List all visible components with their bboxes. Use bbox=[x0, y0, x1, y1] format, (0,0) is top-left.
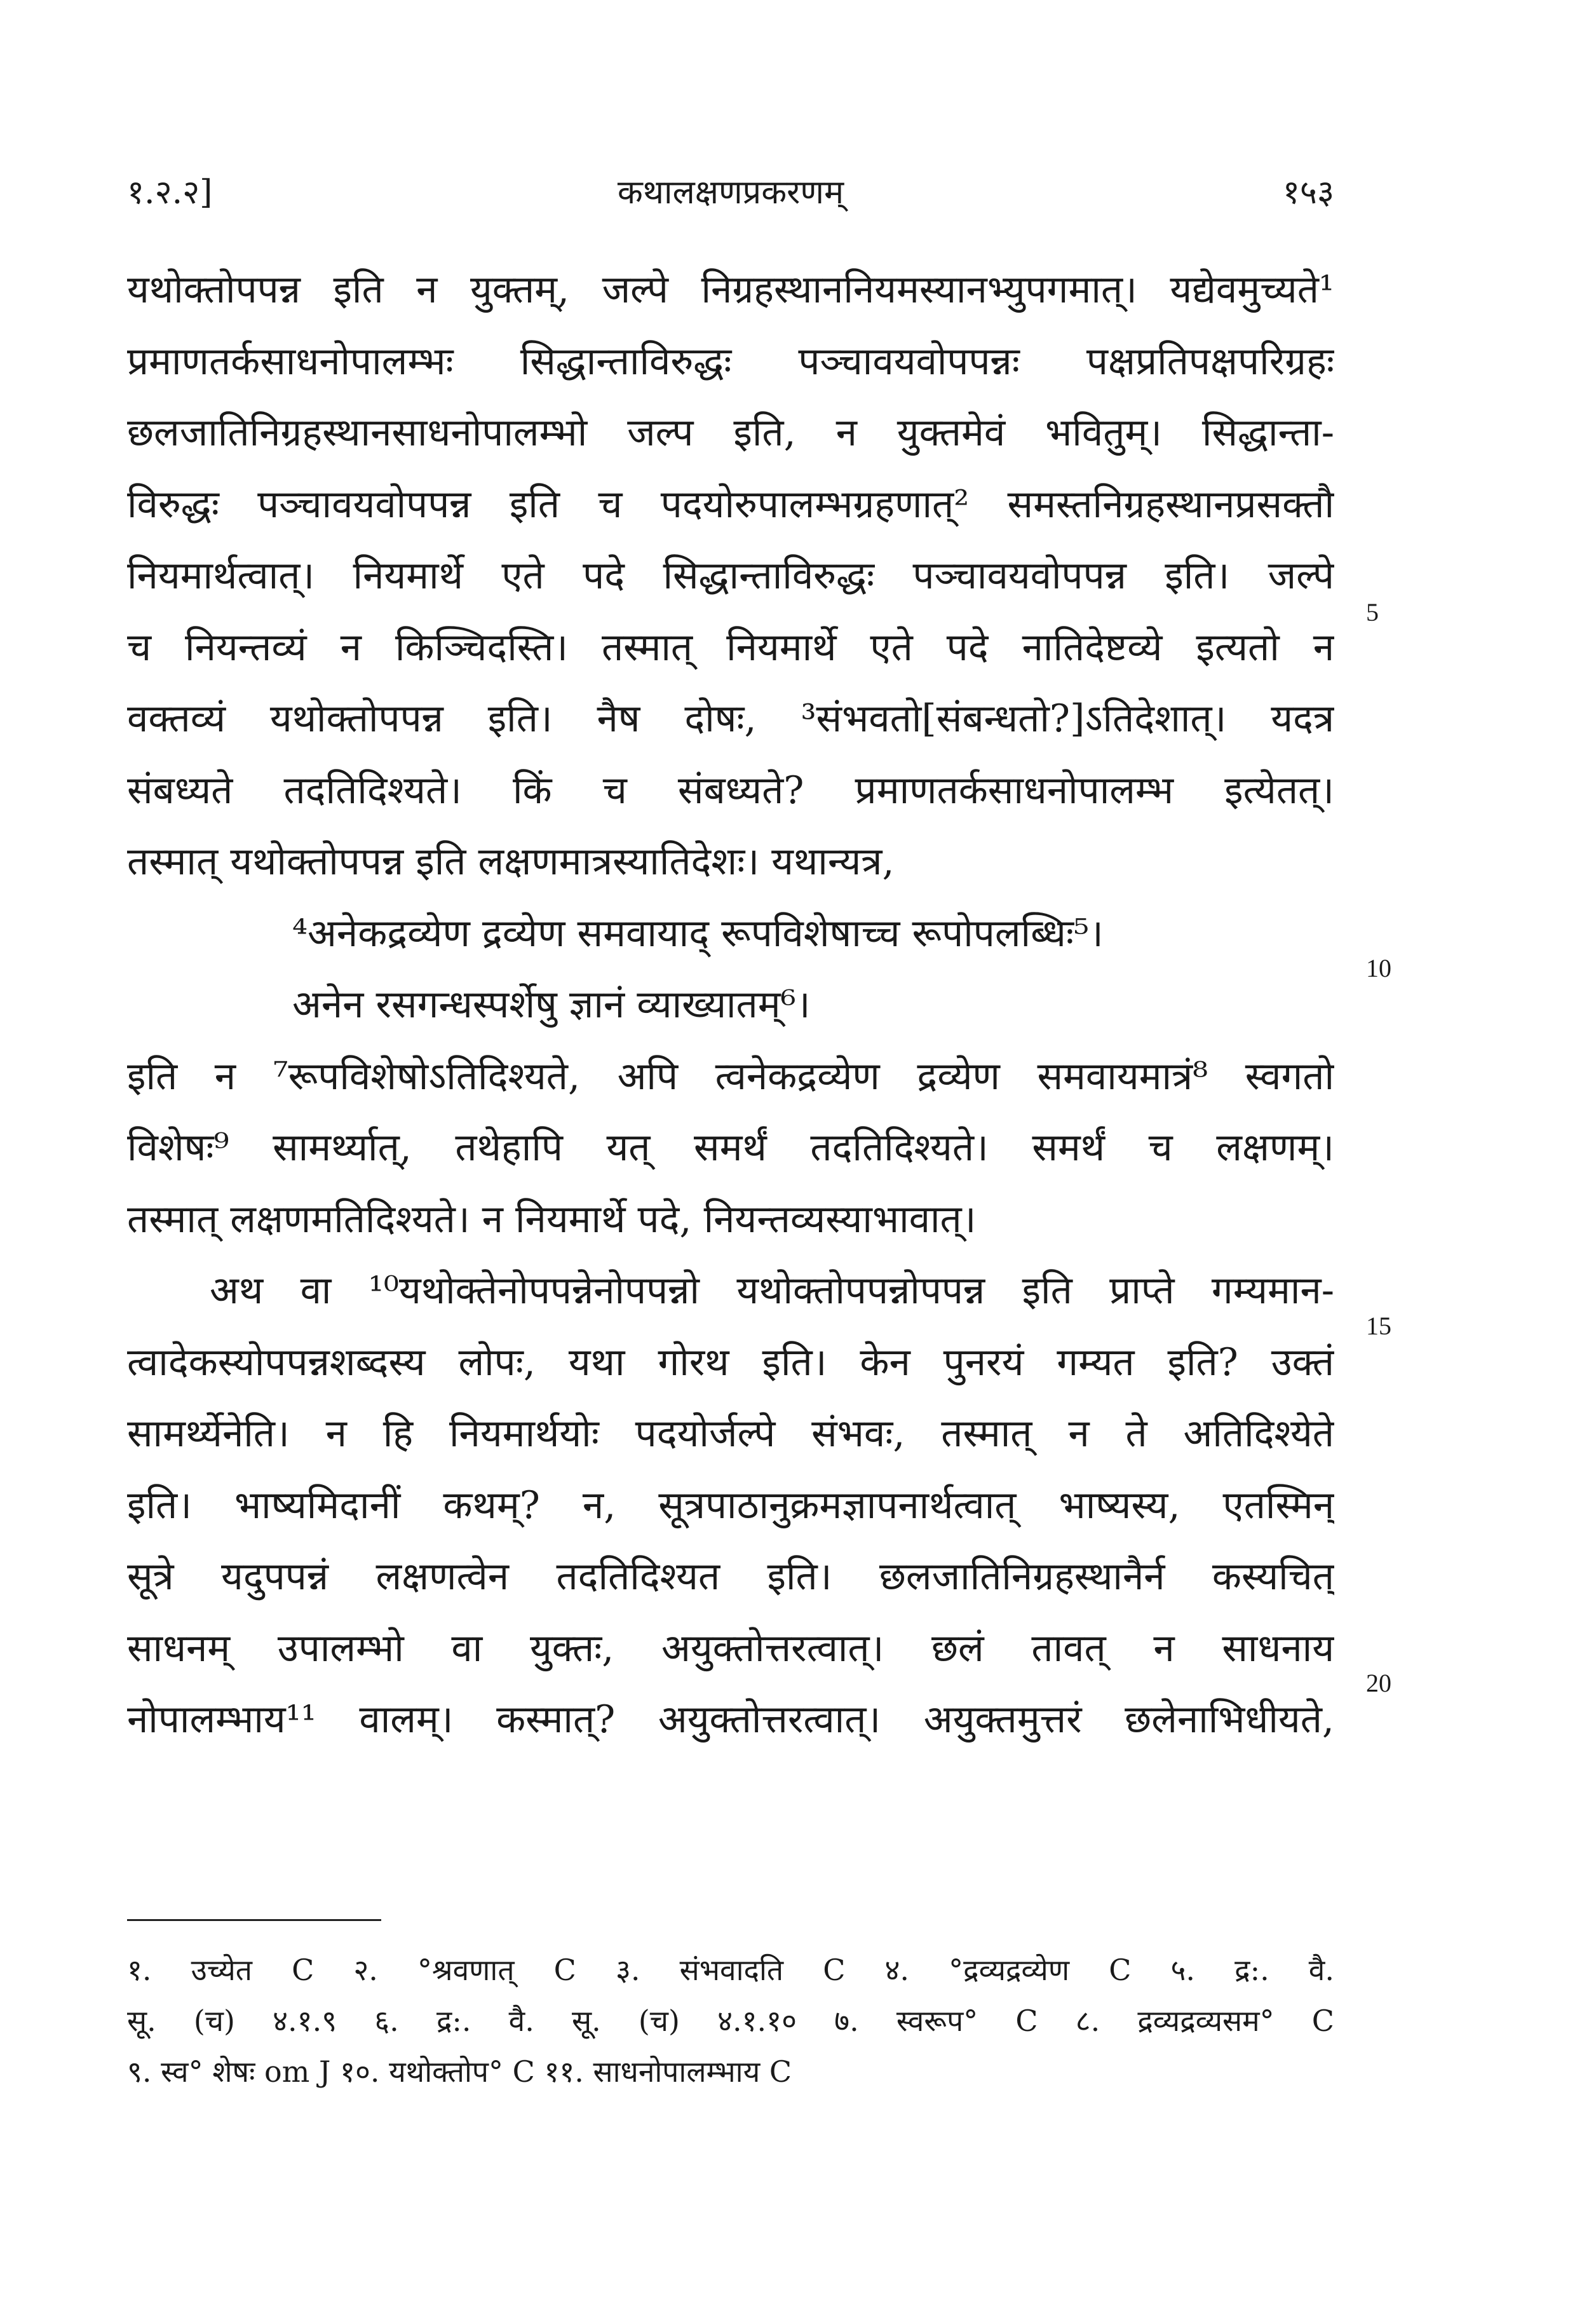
line-number: 10 bbox=[1366, 954, 1391, 982]
footnote-line: सू. (च) ४.१.९ ६. द्र:. वै. सू. (च) ४.१.१० ७. स्वरूप° C ८. द्रव्यद्रव्यसम° C bbox=[127, 2004, 1334, 2038]
text-line: सामर्थ्येनेति। न हि नियमार्थयोः पदयोर्जल्पे संभवः, तस्मात् न ते अतिदिश्येते bbox=[127, 1411, 1334, 1456]
text-line: विरुद्धः पञ्चावयवोपपन्न इति च पदयोरुपालम्भग्रहणात्² समस्तनिग्रहस्थानप्रसक्तौ bbox=[127, 482, 1334, 527]
text-line: नियमार्थत्वात्। नियमार्थे एते पदे सिद्धान्ताविरुद्धः पञ्चावयवोपपन्न इति। जल्पे bbox=[127, 553, 1334, 598]
line-number: 20 bbox=[1366, 1669, 1391, 1697]
quoted-verse-line: अनेन रसगन्धस्पर्शेषु ज्ञानं व्याख्यातम्⁶। bbox=[292, 982, 811, 1027]
text-line: वक्तव्यं यथोक्तोपपन्न इति। नैष दोषः, ³संभवतो[संबन्धतो?]ऽतिदेशात्। यदत्र bbox=[127, 696, 1334, 741]
text-line: छलजातिनिग्रहस्थानसाधनोपालम्भो जल्प इति, न युक्तमेवं भवितुम्। सिद्धान्ता- bbox=[127, 411, 1334, 455]
text-line: नोपालम्भाय¹¹ वालम्। कस्मात्? अयुक्तोत्तरत्वात्। अयुक्तमुत्तरं छलेनाभिधीयते, bbox=[127, 1697, 1334, 1742]
footnote-separator bbox=[127, 1919, 381, 1921]
section-number: १.२.२] bbox=[127, 173, 213, 212]
text-line: प्रमाणतर्कसाधनोपालम्भः सिद्धान्ताविरुद्धः पञ्चावयवोपपन्नः पक्षप्रतिपक्षपरिग्रहः bbox=[127, 339, 1334, 384]
page-number: १५३ bbox=[1282, 173, 1334, 212]
text-line: सूत्रे यदुपपन्नं लक्षणत्वेन तदतिदिश्यत इति। छलजातिनिग्रहस्थानैर्न कस्यचित् bbox=[127, 1554, 1334, 1599]
footnotes bbox=[127, 1945, 1334, 2097]
text-line: इति न ⁷रूपविशेषोऽतिदिश्यते, अपि त्वनेकद्रव्येण द्रव्येण समवायमात्रं⁸ स्वगतो bbox=[127, 1054, 1334, 1099]
text-line: यथोक्तोपपन्न इति न युक्तम्, जल्पे निग्रहस्थाननियमस्यानभ्युपगमात्। यद्येवमुच्यते¹ bbox=[127, 268, 1334, 312]
footnote-line: १. उच्येत C २. °श्रवणात् C ३. संभवादति C ४. °द्रव्यद्रव्येण C ५. द्र:. वै. bbox=[127, 1953, 1334, 1987]
quoted-verse-line: ⁴अनेकद्रव्येण द्रव्येण समवायाद् रूपविशेषाच्च रूपोपलब्धिः⁵। bbox=[292, 911, 1104, 956]
line-number: 15 bbox=[1366, 1312, 1391, 1340]
line-number: 5 bbox=[1366, 598, 1379, 627]
chapter-title: कथालक्षणप्रकरणम् bbox=[617, 173, 844, 212]
text-line: तस्मात् लक्षणमतिदिश्यते। न नियमार्थे पदे, नियन्तव्यस्याभावात्। bbox=[127, 1197, 977, 1242]
running-header bbox=[127, 168, 1334, 226]
paragraph-first-line: अथ वा ¹⁰यथोक्तेनोपपन्नेनोपपन्नो यथोक्तोपपन्नोपपन्न इति प्राप्ते गम्यमान- bbox=[210, 1268, 1334, 1313]
text-line: साधनम् उपालम्भो वा युक्तः, अयुक्तोत्तरत्वात्। छलं तावत् न साधनाय bbox=[127, 1626, 1334, 1671]
footnote-line: ९. स्व° शेषः om J १०. यथोक्तोप° C ११. साधनोपालम्भाय C bbox=[127, 2054, 792, 2089]
text-line: इति। भाष्यमिदानीं कथम्? न, सूत्रपाठानुक्रमज्ञापनार्थत्वात् भाष्यस्य, एतस्मिन् bbox=[127, 1483, 1334, 1528]
main-text bbox=[127, 254, 1334, 1756]
text-line: संबध्यते तदतिदिश्यते। किं च संबध्यते? प्रमाणतर्कसाधनोपालम्भ इत्येतत्। bbox=[127, 768, 1334, 813]
text-line: त्वादेकस्योपपन्नशब्दस्य लोपः, यथा गोरथ इति। केन पुनरयं गम्यत इति? उक्तं bbox=[127, 1340, 1334, 1385]
text-line: तस्मात् यथोक्तोपपन्न इति लक्षणमात्रस्यातिदेशः। यथान्यत्र, bbox=[127, 839, 895, 884]
text-line: च नियन्तव्यं न किञ्चिदस्ति। तस्मात् नियमार्थे एते पदे नातिदेष्टव्ये इत्यतो न bbox=[127, 625, 1334, 670]
text-line: विशेषः⁹ सामर्थ्यात्, तथेहापि यत् समर्थं तदतिदिश्यते। समर्थं च लक्षणम्। bbox=[127, 1125, 1334, 1170]
